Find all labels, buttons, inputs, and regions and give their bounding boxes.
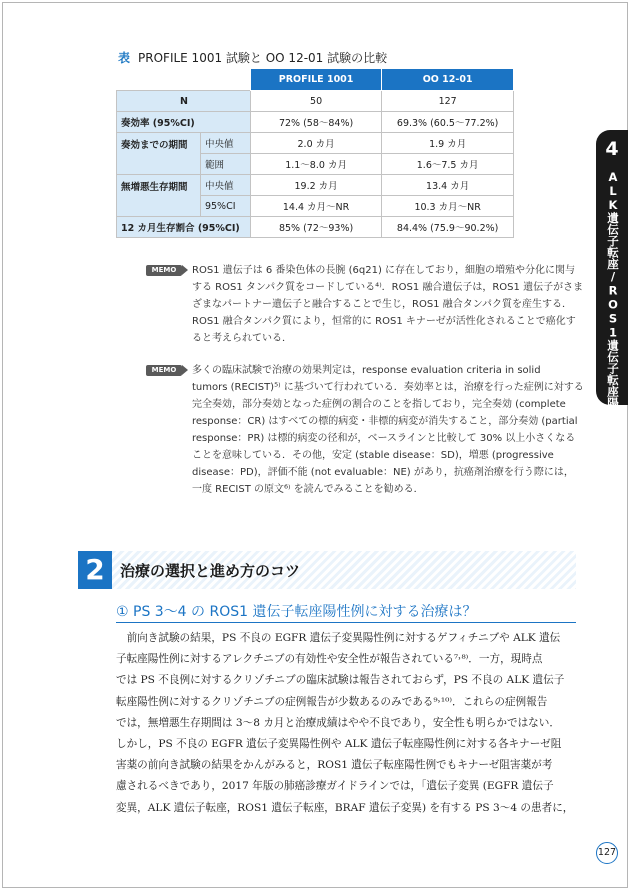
table-cell: 19.2 カ月 bbox=[250, 175, 381, 196]
memo-line: 完全奏効，部分奏効となった症例の割合のことを指しており，完全奏効 (complete bbox=[192, 399, 566, 410]
table-cell: 14.4 カ月～NR bbox=[250, 196, 381, 217]
row-label-orr: 奏効率 (95%CI) bbox=[117, 112, 251, 133]
row-label-os12: 12 カ月生存割合 (95%CI) bbox=[117, 217, 251, 238]
table-row bbox=[117, 133, 514, 154]
subsection-title: ① PS 3～4 の ROS1 遺伝子転座陽性例に対する治療は？ bbox=[116, 601, 576, 623]
body-line: 慮されるべきであり，2017 年版の肺癌診療ガイドラインでは，「遺伝子変異 (EGFR 遺伝子 bbox=[116, 780, 554, 793]
body-line: では PS 不良例に対するクリゾチニブの臨床試験は報告されておらず，PS 不良の ALK 遺伝子 bbox=[116, 674, 565, 687]
table-cell: 1.9 カ月 bbox=[382, 133, 514, 154]
body-line: 変異，ALK 遺伝子転座，ROS1 遺伝子転座，BRAF 遺伝子変異) を有する PS 3～4 の患者に， bbox=[116, 801, 574, 814]
table-row bbox=[117, 175, 514, 196]
memo-line: ROS1 遺伝子は 6 番染色体の長腕 (6q21) に存在しており，細胞の増殖や分化に関与 bbox=[192, 265, 576, 276]
table-row bbox=[117, 217, 514, 238]
table-row bbox=[117, 112, 514, 133]
memo-line: disease：PD)，評価不能 (not evaluable：NE) があり，抗癌剤治療を行う際には， bbox=[192, 467, 574, 478]
table-cell: 2.0 カ月 bbox=[250, 133, 381, 154]
row-label-n: N bbox=[117, 91, 251, 112]
memo-line: 一度 RECIST の原文⁶⁾ を読んでみることを勧める． bbox=[192, 484, 424, 495]
memo-line: response：CR) はすべての標的病変・非標的病変が消失すること，部分奏効 (partial bbox=[192, 416, 578, 427]
table-cell: 85% (72～93%) bbox=[250, 217, 381, 238]
chapter-number: 4 bbox=[605, 138, 619, 160]
memo-text bbox=[192, 362, 584, 498]
section-title: 治療の選択と進め方のコツ bbox=[120, 562, 301, 580]
body-line: 子転座陽性例に対するアレクチニブの有効性や安全性が報告されている⁷˒⁸⁾．一方，現時点 bbox=[116, 653, 543, 666]
memo-line: ざまなパートナー遺伝子と融合することで生じ，ROS1 融合タンパク質を産生する． bbox=[192, 299, 573, 310]
table-cell: 10.3 カ月～NR bbox=[382, 196, 514, 217]
body-line: では，無増悪生存期間は 3～8 カ月と治療成績はやや不良であり，安全性も明らかではない． bbox=[116, 716, 560, 729]
table-cell: 50 bbox=[250, 91, 381, 112]
row-group-ttr: 奏効までの期間 bbox=[117, 133, 201, 175]
table-cell: 13.4 カ月 bbox=[382, 175, 514, 196]
row-sub-label: 範囲 bbox=[200, 154, 250, 175]
row-group-pfs: 無増悪生存期間 bbox=[117, 175, 201, 217]
memo-ros1 bbox=[146, 262, 584, 347]
page-number: 127 bbox=[596, 842, 618, 864]
row-sub-label: 中央値 bbox=[200, 175, 250, 196]
memo-line: response：PR) は標的病変の径和が，ベースラインと比較して 30% 以上小さくなる bbox=[192, 433, 576, 444]
table-cell: 1.1～8.0 カ月 bbox=[250, 154, 381, 175]
memo-recist bbox=[146, 362, 584, 498]
memo-line: tumors (RECIST)⁵⁾ に基づいて行われている．奏効率とは，治療を行った症例に対する bbox=[192, 382, 584, 393]
body-line: しかし，PS 不良の EGFR 遺伝子変異陽性例や ALK 遺伝子転座陽性例に対する各キナーゼ阻 bbox=[116, 738, 562, 751]
body-line: 害薬の前向き試験の結果をかんがみると，ROS1 遺伝子転座陽性例でもキナーゼ阻害薬が考 bbox=[116, 759, 553, 772]
table-caption-text: PROFILE 1001 試験と OO 12-01 試験の比較 bbox=[138, 51, 388, 65]
memo-text bbox=[192, 262, 584, 347]
table-cell: 1.6～7.5 カ月 bbox=[382, 154, 514, 175]
body-text bbox=[116, 628, 584, 819]
table-cell: 72% (58～84%) bbox=[250, 112, 381, 133]
section-heading bbox=[78, 551, 576, 589]
memo-line: ると考えられている． bbox=[192, 333, 292, 344]
table-header-row bbox=[117, 69, 514, 91]
memo-line: ことを意味している．その他，安定 (stable disease：SD)，増悪 (progressive bbox=[192, 450, 554, 461]
table-header-oo1201: OO 12-01 bbox=[382, 69, 514, 91]
table-header-blank bbox=[117, 69, 251, 91]
table-cell: 69.3% (60.5～77.2%) bbox=[382, 112, 514, 133]
section-number: 2 bbox=[78, 551, 112, 589]
table-row bbox=[117, 91, 514, 112]
memo-tag: MEMO bbox=[146, 365, 182, 376]
table-caption bbox=[118, 49, 387, 66]
chapter-side-tab bbox=[596, 130, 628, 443]
row-sub-label: 中央値 bbox=[200, 133, 250, 154]
comparison-table bbox=[116, 68, 514, 238]
memo-line: ROS1 融合タンパク質により，恒常的に ROS1 キナーゼが活性化されることで癌化す bbox=[192, 316, 576, 327]
table-cell: 84.4% (75.9～90.2%) bbox=[382, 217, 514, 238]
table-cell: 127 bbox=[382, 91, 514, 112]
table-caption-label: 表 bbox=[118, 51, 131, 65]
table-header-profile1001: PROFILE 1001 bbox=[250, 69, 381, 91]
memo-tag: MEMO bbox=[146, 265, 182, 276]
body-line: 転座陽性例に対するクリゾチニブの症例報告が少数あるのみである⁹˒¹⁰⁾．これらの症例報告 bbox=[116, 695, 548, 708]
body-line: 前向き試験の結果，PS 不良の EGFR 遺伝子変異陽性例に対するゲフィチニブや ALK 遺伝 bbox=[116, 632, 561, 644]
memo-line: 多くの臨床試験で治療の効果判定は，response evaluation criteria in solid bbox=[192, 365, 541, 376]
memo-line: する ROS1 タンパク質をコードしている⁴⁾．ROS1 融合遺伝子は，ROS1 遺伝子がさま bbox=[192, 282, 584, 293]
chapter-label: ALK遺伝子転座/ROS1遺伝子転座陽性肺癌 bbox=[606, 170, 620, 443]
row-sub-label: 95%CI bbox=[200, 196, 250, 217]
